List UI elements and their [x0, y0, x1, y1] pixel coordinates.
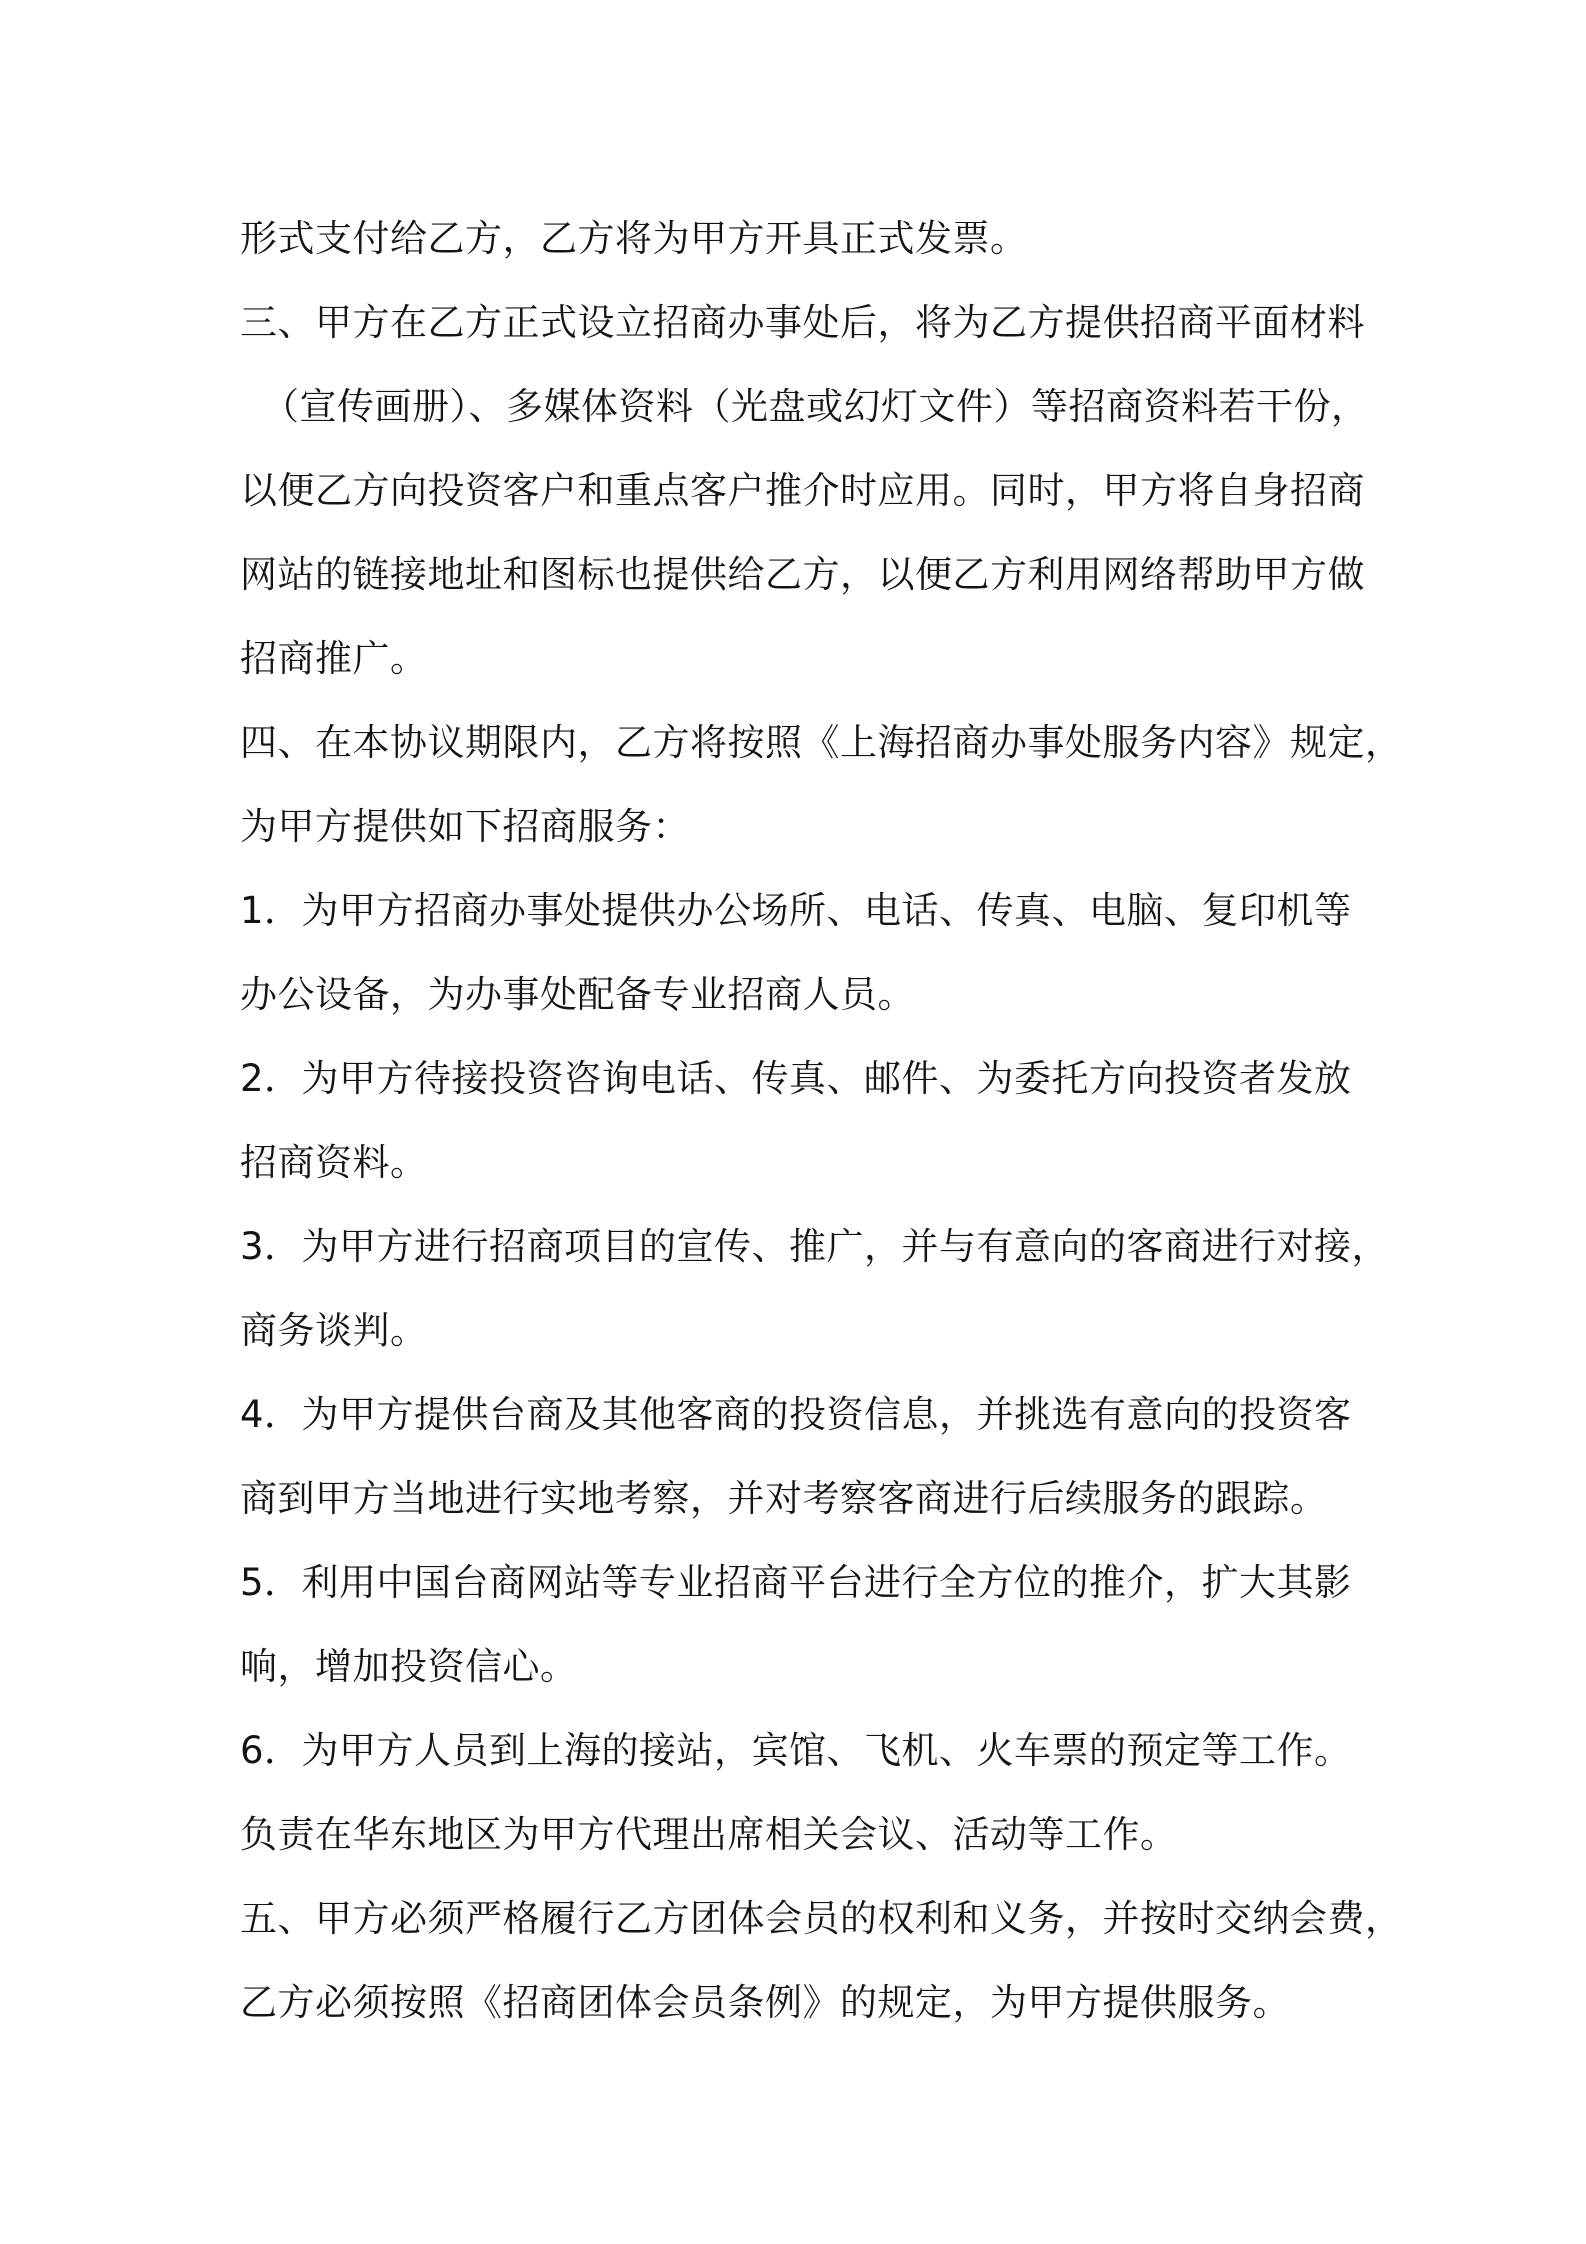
text-line: 5．利用中国台商网站等专业招商平台进行全方位的推介，扩大其影	[240, 1561, 1352, 1604]
text-line: 1．为甲方招商办事处提供办公场所、电话、传真、电脑、复印机等	[240, 889, 1352, 932]
text-line: 五、甲方必须严格履行乙方团体会员的权利和义务，并按时交纳会费，	[240, 1897, 1403, 1940]
text-line: 网站的链接地址和图标也提供给乙方，以便乙方利用网络帮助甲方做	[240, 553, 1365, 596]
text-line: 响，增加投资信心。	[240, 1645, 578, 1688]
text-line: 负责在华东地区为甲方代理出席相关会议、活动等工作。	[240, 1813, 1178, 1856]
text-line: 4．为甲方提供台商及其他客商的投资信息，并挑选有意向的投资客	[240, 1393, 1352, 1436]
text-line: 2．为甲方待接投资咨询电话、传真、邮件、为委托方向投资者发放	[240, 1057, 1352, 1100]
text-line: 四、在本协议期限内，乙方将按照《上海招商办事处服务内容》规定，	[240, 721, 1403, 764]
text-line: 商到甲方当地进行实地考察，并对考察客商进行后续服务的跟踪。	[240, 1477, 1328, 1520]
text-line: （宣传画册）、多媒体资料（光盘或幻灯文件）等招商资料若干份，	[262, 385, 1369, 428]
text-line: 6．为甲方人员到上海的接站，宾馆、飞机、火车票的预定等工作。	[240, 1729, 1352, 1772]
text-line: 乙方必须按照《招商团体会员条例》的规定，为甲方提供服务。	[240, 1981, 1290, 2024]
text-line: 以便乙方向投资客户和重点客户推介时应用。同时，甲方将自身招商	[240, 469, 1365, 512]
text-line: 招商资料。	[240, 1141, 428, 1184]
text-line: 三、甲方在乙方正式设立招商办事处后，将为乙方提供招商平面材料	[240, 301, 1365, 344]
text-line: 办公设备，为办事处配备专业招商人员。	[240, 973, 915, 1016]
text-line: 3．为甲方进行招商项目的宣传、推广，并与有意向的客商进行对接，	[240, 1225, 1390, 1268]
contract-text-body	[240, 197, 1403, 2045]
text-line: 形式支付给乙方，乙方将为甲方开具正式发票。	[240, 217, 1028, 260]
text-line: 为甲方提供如下招商服务：	[240, 805, 690, 848]
text-line: 商务谈判。	[240, 1309, 428, 1352]
text-line: 招商推广。	[240, 637, 428, 680]
